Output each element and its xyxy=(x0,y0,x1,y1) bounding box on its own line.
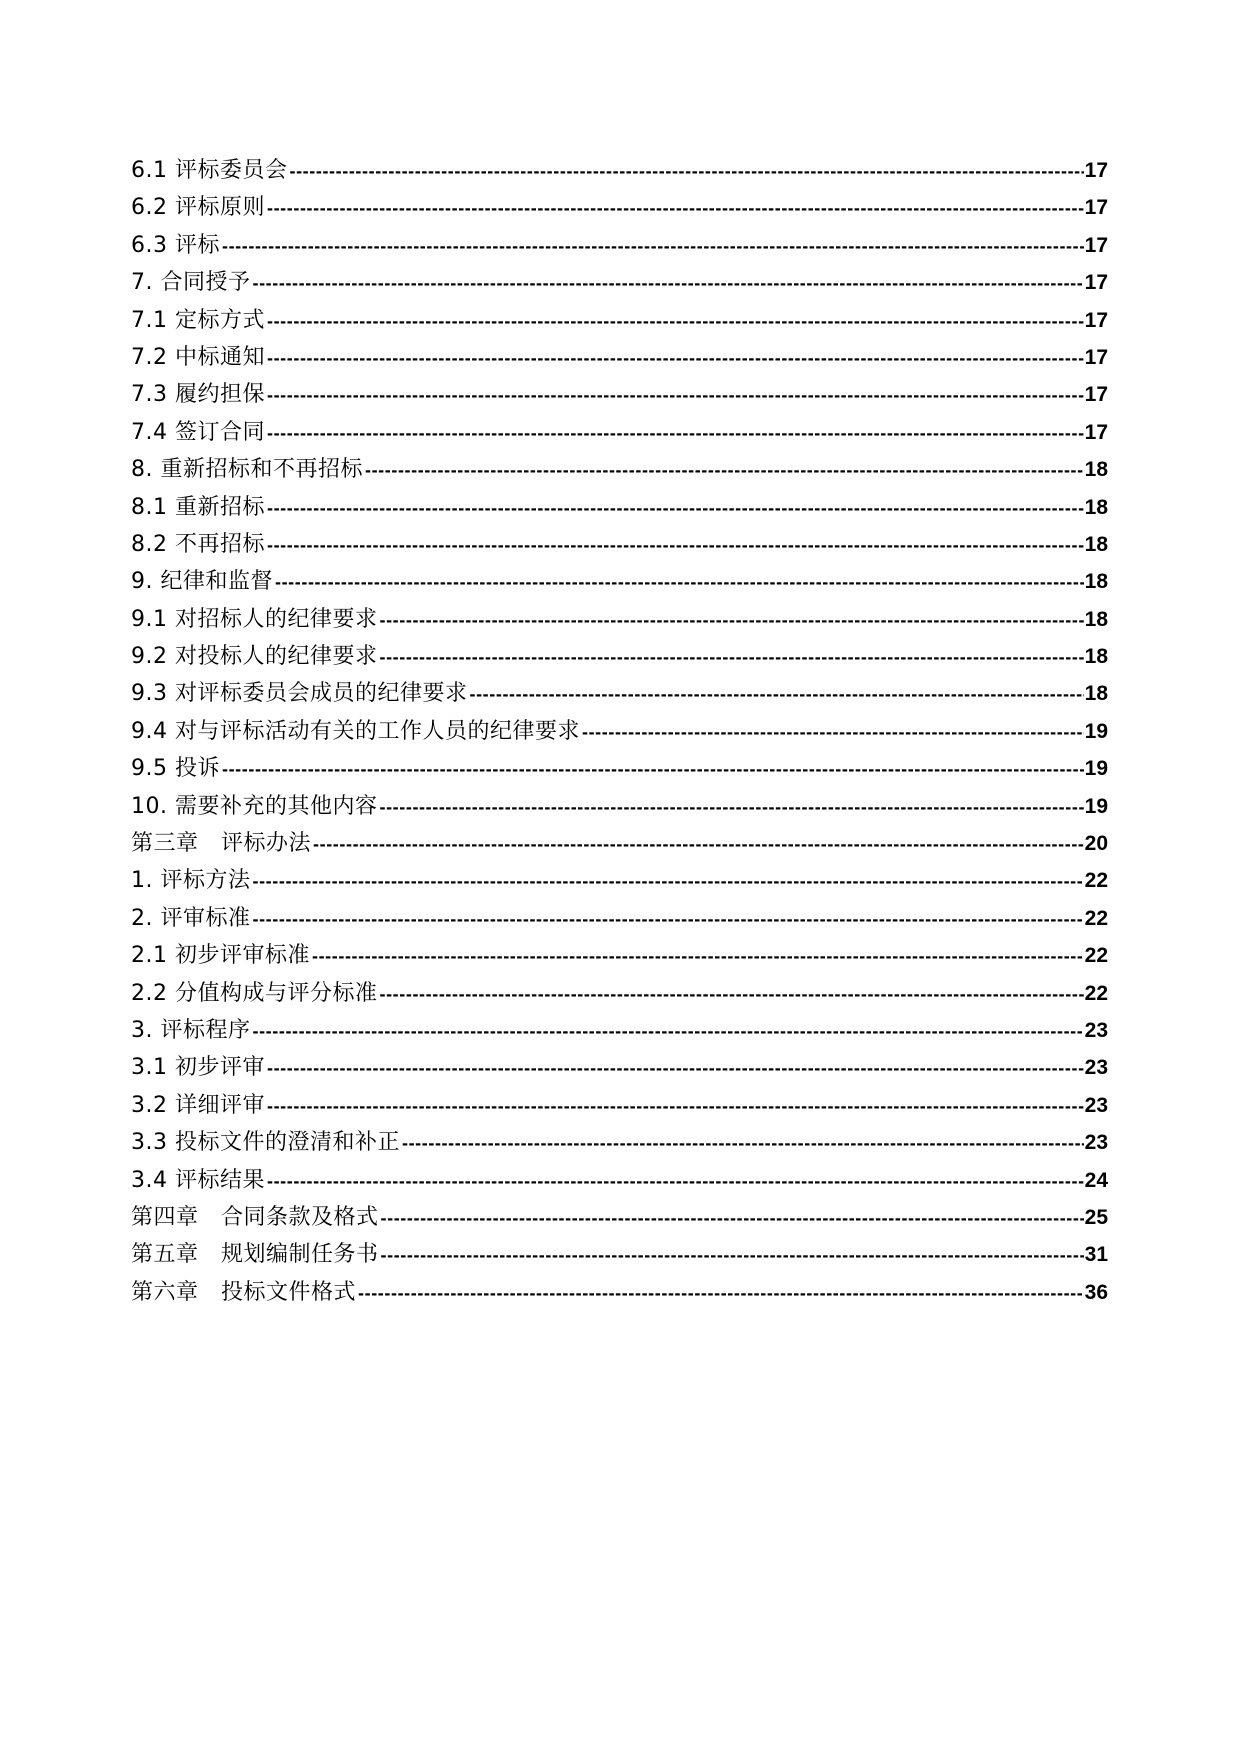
toc-entry[interactable] xyxy=(131,638,1108,675)
toc-entry-page: 36 xyxy=(1084,1280,1108,1304)
toc-entry-title: 7.2 中标通知 xyxy=(131,344,265,370)
toc-leader-dots xyxy=(582,714,1084,750)
toc-entry-title: 第四章 合同条款及格式 xyxy=(131,1204,379,1230)
toc-entry-title: 9.5 投诉 xyxy=(131,756,220,782)
toc-entry-title: 2. 评审标准 xyxy=(131,905,251,931)
toc-entry[interactable] xyxy=(131,563,1108,600)
toc-entry-title: 2.1 初步评审标准 xyxy=(131,943,310,969)
toc-entry[interactable] xyxy=(131,937,1108,974)
toc-entry[interactable] xyxy=(131,601,1108,638)
toc-entry[interactable] xyxy=(131,1274,1108,1311)
toc-leader-dots xyxy=(289,153,1083,189)
toc-entry-title: 8.1 重新招标 xyxy=(131,494,265,520)
toc-leader-dots xyxy=(252,1013,1083,1049)
toc-entry-page: 17 xyxy=(1084,271,1108,295)
toc-leader-dots xyxy=(381,1200,1084,1236)
toc-entry-page: 17 xyxy=(1084,345,1108,369)
toc-entry-page: 18 xyxy=(1084,532,1108,556)
toc-entry-title: 3.4 评标结果 xyxy=(131,1167,265,1193)
toc-entry-page: 20 xyxy=(1084,832,1108,856)
toc-entry[interactable] xyxy=(131,414,1108,451)
toc-entry-title: 3.2 详细评审 xyxy=(131,1092,265,1118)
toc-leader-dots xyxy=(267,1088,1084,1124)
toc-entry-page: 23 xyxy=(1084,1018,1108,1042)
toc-leader-dots xyxy=(267,377,1084,413)
toc-entry[interactable] xyxy=(131,975,1108,1012)
toc-entry-page: 25 xyxy=(1084,1205,1108,1229)
toc-entry[interactable] xyxy=(131,189,1108,226)
toc-entry[interactable] xyxy=(131,1199,1108,1236)
toc-entry-title: 9.2 对投标人的纪律要求 xyxy=(131,644,378,670)
toc-entry[interactable] xyxy=(131,1049,1108,1086)
toc-entry-title: 9.3 对评标委员会成员的纪律要求 xyxy=(131,681,468,707)
toc-entry-page: 17 xyxy=(1084,308,1108,332)
toc-entry[interactable] xyxy=(131,825,1108,862)
toc-entry-page: 17 xyxy=(1084,383,1108,407)
toc-entry[interactable] xyxy=(131,489,1108,526)
toc-entry-title: 8. 重新招标和不再招标 xyxy=(131,457,363,483)
toc-leader-dots xyxy=(267,490,1084,526)
toc-entry-title: 10. 需要补充的其他内容 xyxy=(131,793,378,819)
toc-entry-page: 17 xyxy=(1084,420,1108,444)
toc-entry-page: 18 xyxy=(1084,570,1108,594)
toc-entry[interactable] xyxy=(131,750,1108,787)
toc-entry-title: 9.4 对与评标活动有关的工作人员的纪律要求 xyxy=(131,718,580,744)
toc-entry[interactable] xyxy=(131,264,1108,301)
toc-entry[interactable] xyxy=(131,451,1108,488)
toc-entry[interactable] xyxy=(131,1162,1108,1199)
toc-entry-page: 17 xyxy=(1084,159,1108,182)
toc-leader-dots xyxy=(267,340,1084,376)
toc-entry-page: 17 xyxy=(1084,233,1108,257)
toc-entry[interactable] xyxy=(131,713,1108,750)
toc-leader-dots xyxy=(402,1125,1084,1161)
toc-leader-dots xyxy=(379,976,1083,1012)
toc-entry-title: 7.1 定标方式 xyxy=(131,307,265,333)
toc-leader-dots xyxy=(267,415,1084,451)
toc-entry-title: 3.1 初步评审 xyxy=(131,1055,265,1081)
toc-entry-title: 9.1 对招标人的纪律要求 xyxy=(131,606,378,632)
toc-leader-dots xyxy=(222,228,1084,264)
toc-entry-title: 8.2 不再招标 xyxy=(131,531,265,557)
toc-entry-page: 24 xyxy=(1084,1168,1108,1192)
toc-leader-dots xyxy=(267,1163,1084,1199)
toc-leader-dots xyxy=(267,303,1084,339)
toc-entry-title: 7.4 签订合同 xyxy=(131,419,265,445)
toc-entry-title: 第三章 评标办法 xyxy=(131,831,312,857)
toc-leader-dots xyxy=(252,265,1083,301)
toc-entry-page: 22 xyxy=(1084,944,1108,968)
toc-entry[interactable] xyxy=(131,1236,1108,1273)
toc-entry-page: 18 xyxy=(1084,645,1108,669)
toc-entry-page: 18 xyxy=(1084,682,1108,706)
toc-leader-dots xyxy=(267,527,1084,563)
toc-entry-title: 6.1 评标委员会 xyxy=(131,158,288,183)
toc-entry-page: 23 xyxy=(1084,1093,1108,1117)
toc-entry-title: 第六章 投标文件格式 xyxy=(131,1279,357,1305)
toc-leader-dots xyxy=(312,938,1084,974)
toc-leader-dots xyxy=(252,901,1083,937)
toc-entry[interactable] xyxy=(131,376,1108,413)
toc-leader-dots xyxy=(313,826,1084,862)
toc-leader-dots xyxy=(379,602,1083,638)
toc-entry-title: 9. 纪律和监督 xyxy=(131,569,273,595)
toc-entry[interactable] xyxy=(131,1012,1108,1049)
toc-entry-page: 18 xyxy=(1084,495,1108,519)
toc-leader-dots xyxy=(222,751,1084,787)
toc-entry[interactable] xyxy=(131,152,1108,189)
toc-leader-dots xyxy=(267,190,1084,226)
toc-entry-title: 第五章 规划编制任务书 xyxy=(131,1242,379,1268)
toc-entry-page: 19 xyxy=(1084,719,1108,743)
toc-entry-page: 18 xyxy=(1084,607,1108,631)
toc-entry-page: 19 xyxy=(1084,794,1108,818)
toc-entry[interactable] xyxy=(131,675,1108,712)
toc-entry-page: 31 xyxy=(1084,1243,1108,1267)
toc-entry-title: 7.3 履约担保 xyxy=(131,382,265,408)
toc-entry-title: 3.3 投标文件的澄清和补正 xyxy=(131,1130,400,1156)
toc-entry[interactable] xyxy=(131,526,1108,563)
toc-entry-page: 17 xyxy=(1084,196,1108,220)
toc-entry-page: 23 xyxy=(1084,1131,1108,1155)
toc-entry-page: 22 xyxy=(1084,981,1108,1005)
toc-entry-page: 22 xyxy=(1084,906,1108,930)
toc-entry-title: 1. 评标方法 xyxy=(131,868,251,894)
toc-leader-dots xyxy=(381,1237,1084,1273)
toc-leader-dots xyxy=(365,452,1084,488)
toc-leader-dots xyxy=(358,1275,1084,1311)
toc-entry[interactable] xyxy=(131,302,1108,339)
toc-entry-title: 6.2 评标原则 xyxy=(131,195,265,221)
toc-leader-dots xyxy=(275,564,1084,600)
toc-entry-title: 3. 评标程序 xyxy=(131,1017,251,1043)
toc-entry[interactable] xyxy=(131,227,1108,264)
toc-leader-dots xyxy=(379,639,1083,675)
toc-entry[interactable] xyxy=(131,1087,1108,1124)
toc-entry-page: 22 xyxy=(1084,869,1108,893)
table-of-contents xyxy=(131,152,1108,1311)
toc-entry[interactable] xyxy=(131,862,1108,899)
toc-entry[interactable] xyxy=(131,339,1108,376)
toc-entry-page: 18 xyxy=(1084,458,1108,482)
toc-entry[interactable] xyxy=(131,1124,1108,1161)
toc-entry[interactable] xyxy=(131,788,1108,825)
toc-leader-dots xyxy=(267,1050,1084,1086)
toc-entry-title: 2.2 分值构成与评分标准 xyxy=(131,980,378,1006)
toc-entry-page: 23 xyxy=(1084,1056,1108,1080)
toc-entry-title: 6.3 评标 xyxy=(131,232,220,258)
toc-entry-page: 19 xyxy=(1084,757,1108,781)
toc-entry-title: 7. 合同授予 xyxy=(131,270,251,296)
toc-leader-dots xyxy=(469,676,1083,712)
toc-entry[interactable] xyxy=(131,900,1108,937)
toc-leader-dots xyxy=(252,863,1083,899)
toc-leader-dots xyxy=(379,789,1083,825)
